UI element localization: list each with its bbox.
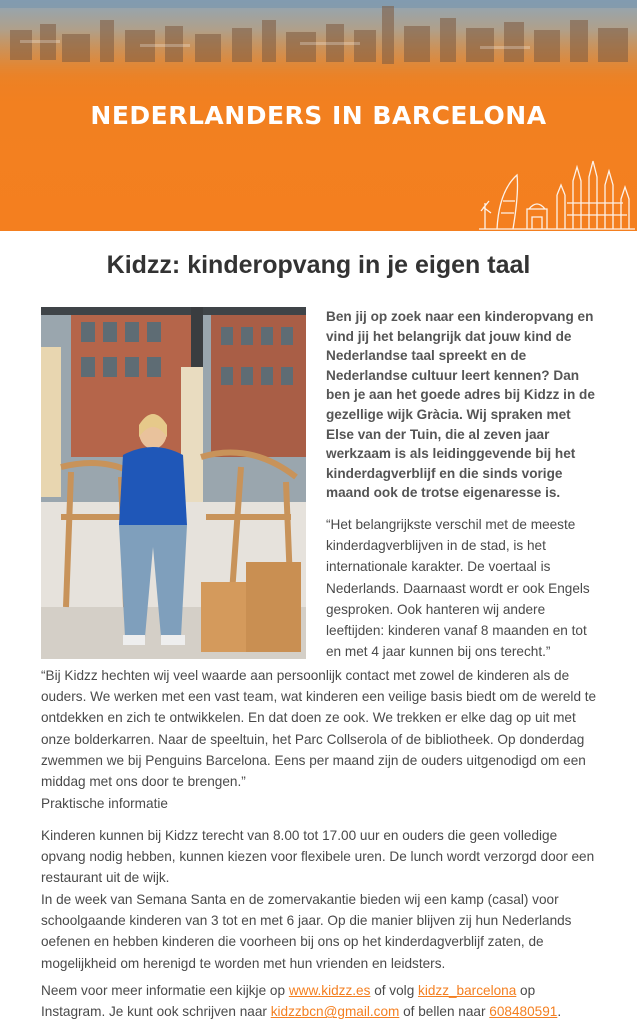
article-intro: Ben jij op zoek naar een kinderopvang en vind jij het belangrijk dat jouw kind de Nederlandse taal spreekt en de Nederlandse cultuur leert kennen? Dan ben je aan het goede adres bij Kidzz in de gezellige wijk Gràcia. Wij spraken met Else van der Tuin, die al zeven jaar werkzaam is als leidinggevende bij het kinderdagverblijf en die sinds vorige maand ook de trotse eigenaresse is.	[326, 309, 595, 501]
article-photo	[41, 307, 306, 659]
phone-link[interactable]: 608480591	[489, 1004, 558, 1020]
contact-text: of volg	[370, 983, 419, 998]
paragraph-holiday-camp: In de week van Semana Santa en de zomervakantie bieden wij een kamp (casal) voor schoolgaande kinderen van 3 tot en met 6 jaar. Op die manier blijven zij hun Nederlands oefenen en hebben kinderen die voorheen bij ons op het kinderdagverblijf zaten, de mogelijkheid om herenigd te worden met hun vrienden en leidsters.	[41, 892, 572, 971]
instagram-link[interactable]: kidzz_barcelona	[418, 983, 517, 998]
contact-text: Neem voor meer informatie een kijkje op	[41, 983, 289, 998]
paragraph-contact	[41, 980, 601, 1022]
newsletter-header	[0, 0, 637, 231]
city-skyline-photo	[0, 0, 637, 85]
barcelona-skyline-icon	[477, 141, 637, 231]
quote-activities: “Bij Kidzz hechten wij veel waarde aan persoonlijk contact met zowel de kinderen als de ouders. We werken met een vast team, wat kinderen een veilige basis biedt om de wereld te ontdekken en zich te ontwikkelen. En dat doen ze ook. We trekken er elke dag op uit met onze bolderkarren. Naar de speeltuin, het Parc Collserola of de bibliotheek. Op donderdag zwemmen we bij Penguins Barcelona. Eens per maand zijn de ouders uitgenodigd om een middag met ons door te brengen.”	[41, 668, 597, 790]
email-link[interactable]: kidzzbcn@gmail.com	[270, 1004, 400, 1020]
section-heading-practical-info: Praktische informatie	[41, 796, 168, 811]
website-link[interactable]: www.kidzz.es	[288, 983, 371, 998]
contact-text: .	[557, 1004, 562, 1020]
article-title: Kidzz: kinderopvang in je eigen taal	[106, 251, 531, 279]
quote-languages: “Het belangrijkste verschil met de meeste kinderdagverblijven in de stad, is het internationale karakter. De voertaal is Nederlands. Daarnaast wordt er ook Engels gesproken. Ook hanteren wij andere leeftijden: kinderen vanaf 8 maanden en tot en met 4 jaar kunnen bij ons terecht.”	[326, 517, 590, 660]
contact-text: op Instagram. Je kunt ook schrijven naar	[41, 983, 536, 1020]
contact-text: of bellen naar	[399, 1004, 490, 1020]
newsletter-title: NEDERLANDERS IN BARCELONA	[90, 101, 547, 130]
paragraph-opening-hours: Kinderen kunnen bij Kidzz terecht van 8.00 tot 17.00 uur en ouders die geen volledige opvang nodig hebben, kunnen kiezen voor flexibele uren. De lunch wordt verzorgd door een restaurant uit de wijk.	[41, 828, 595, 886]
